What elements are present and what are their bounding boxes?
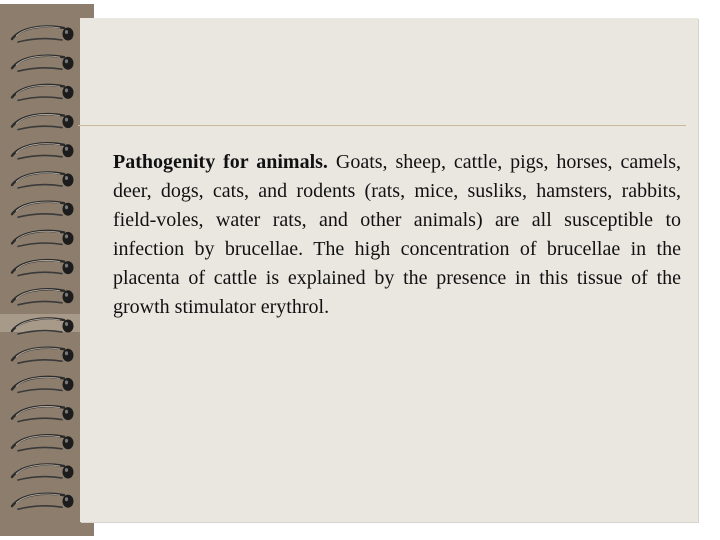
spiral-binding-icon bbox=[0, 0, 90, 540]
binding-ring bbox=[12, 172, 74, 188]
binding-ring bbox=[12, 114, 74, 130]
body-paragraph bbox=[113, 148, 681, 322]
binding-ring bbox=[12, 260, 74, 276]
binding-ring bbox=[12, 143, 74, 159]
paragraph-text: Goats, sheep, cattle, pigs, horses, camels, deer, dogs, cats, and rodents (rats, mice, susliks, hamsters, rabbits, field-voles, water rats, and other animals) are all susceptible to infection by brucellae. The high concentration of brucellae in the placenta of cattle is explained by the presence in this tissue of the growth stimulator erythrol. bbox=[113, 151, 681, 318]
binding-ring bbox=[12, 26, 74, 42]
binding-ring bbox=[12, 318, 74, 334]
binding-ring bbox=[12, 494, 74, 510]
binding-ring bbox=[12, 56, 74, 72]
binding-ring bbox=[12, 202, 74, 218]
divider-rule bbox=[78, 125, 686, 126]
binding-ring bbox=[12, 85, 74, 101]
binding-ring bbox=[12, 406, 74, 422]
binding-ring bbox=[12, 377, 74, 393]
binding-ring bbox=[12, 348, 74, 364]
binding-ring bbox=[12, 435, 74, 451]
binding-ring bbox=[12, 289, 74, 305]
paragraph-lead: Pathogenity for animals. bbox=[113, 151, 328, 173]
binding-ring bbox=[12, 231, 74, 247]
binding-ring bbox=[12, 464, 74, 480]
